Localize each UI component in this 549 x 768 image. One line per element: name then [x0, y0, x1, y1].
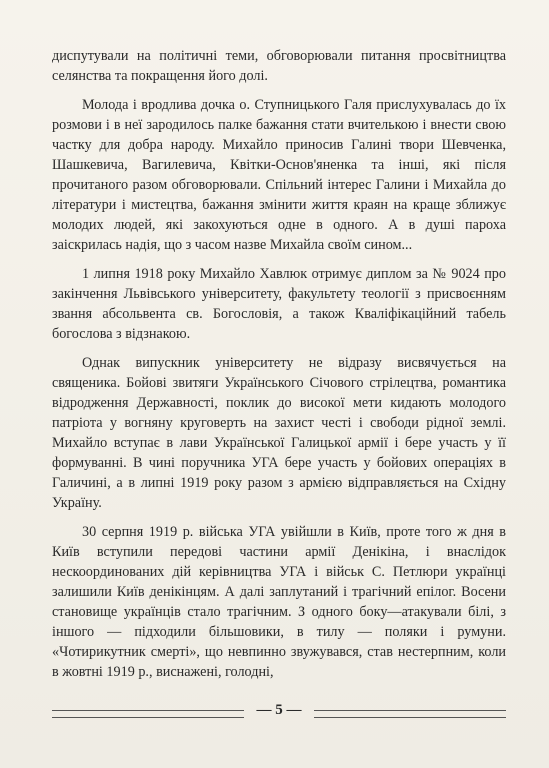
page-footer — [52, 702, 506, 724]
body-text — [52, 46, 506, 691]
paragraph-1: диспутували на політичні теми, обговорювали питання просвітництва селянства та покращення його долі. — [52, 48, 506, 84]
paragraph-5: 30 серпня 1919 р. війська УГА увійшли в Київ, проте того ж дня в Київ вступили передові частини армії Денікіна, і внаслідок нескоординованих дій керівництва УГА і військ С. Петлюри українці залишили Київ денікінцям. А далі заплутаний і трагічний епілог. Восени становище українців стало трагічним. З одного боку—атакували білі, з іншого — підходили більшовики, в тилу — поляки і румуни. «Чотирикутник смерті», що невпинно звужувався, став нестерпним, коли в жовтні 1919 р., виснажені, голодні, — [52, 524, 506, 680]
paragraph-2: Молода і вродлива дочка о. Ступницького Галя прислухувалась до їх розмови і в неї зародилось палке бажання стати вчителькою і внести свою частку для добра народу. Михайло приносив Галині твори Шевченка, Шашкевича, Вагилевича, Квітки-Основ'яненка та інші, які після прочитаного разом обговорювали. Спільний інтерес Галини і Михайла до літератури і мистецтва, бажання змінити життя краян на краще зближує молодих людей, які закохуються одне в одного. А в душі пароха заіскрилась надія, що з часом назве Михайла своїм сином... — [52, 97, 506, 253]
paragraph-3: 1 липня 1918 року Михайло Хавлюк отримує диплом за № 9024 про закінчення Львівського університету, факультету теології з присвоєнням звання абсольвента св. Богословія, а також Кваліфікаційний табель богослова з відзнакою. — [52, 266, 506, 342]
paragraph-4: Однак випускник університету не відразу висвячується на священика. Бойові звитяги Українського Січового стрілецтва, романтика відродження Державності, поклик до високої мети кидають молодого патріота у вогняну круговерть на захист честі і свободи рідної землі. Михайло вступає в лави Української Галицької армії і бере участь у її формуванні. В чині поручника УГА бере участь у бойових операціях в Галичині, а в липні 1919 року разом з армією відправляється на Східну Україну. — [52, 355, 506, 511]
page-number: — 5 — — [256, 702, 302, 718]
footer-rule-right — [314, 710, 506, 718]
